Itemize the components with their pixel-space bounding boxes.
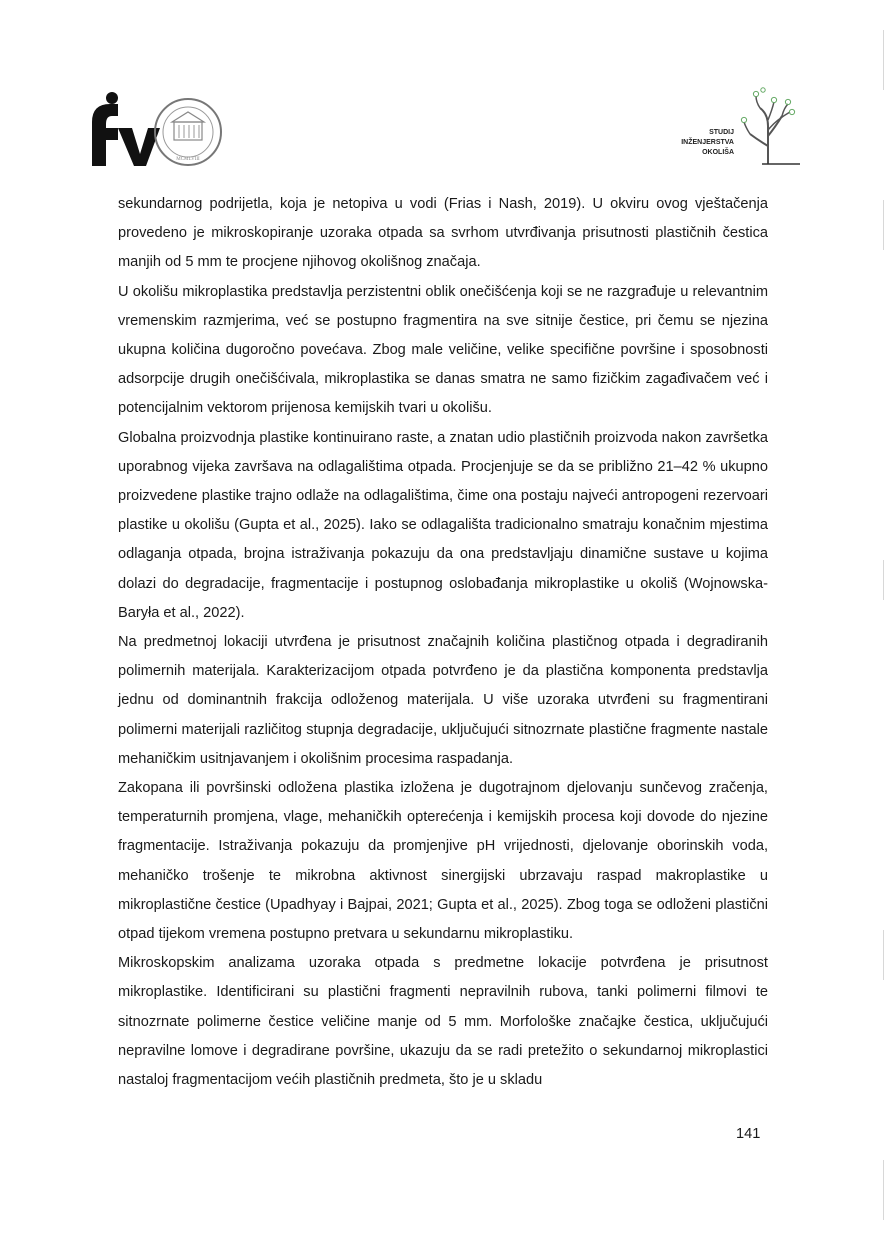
logo-line-3: OKOLIŠA (702, 149, 734, 156)
paragraph: sekundarnog podrijetla, koja je netopiva u vodi (Frias i Nash, 2019). U okviru ovog vještačenja provedeno je mikroskopiranje uzoraka otpada sa svrhom utvrđivanja prisutnosti plastičnih čestica manjih od 5 mm te procjene njihovog okolišnog značaja. (118, 196, 768, 271)
paragraph: Na predmetnoj lokaciji utvrđena je prisutnost značajnih količina plastičnog otpada i degradiranih polimernih materijala. Karakterizacijom otpada potvrđeno je da plastična komponenta predstavlja jednu od dominantnih frakcija odloženog materijala. U više uzoraka utvrđeni su fragmentirani polimerni materijali različitog stupnja degradacije, uključujući sitnozrnate plastične fragmente nastale mehaničkim usitnjavanjem i okolišnim procesima raspadanja. (118, 634, 768, 767)
scan-edge-mark (883, 930, 884, 980)
paragraph: Mikroskopskim analizama uzoraka otpada s predmetne lokacije potvrđena je prisutnost mikroplastike. Identificirani su plastični fragmenti nepravilnih rubova, tanki polimerni filmovi te sitnozrnate polimerne čestice veličine manje od 5 mm. Morfološke značajke čestica, uključujući nepravilne lomove i degradirane površine, ukazuju da se radi pretežito o sekundarnoj mikroplastici nastaloj fragmentacijom većih plastičnih predmeta, što je u skladu (118, 955, 768, 1089)
study-programme-logo (664, 86, 804, 166)
svg-text:MCMLVIII: MCMLVIII (176, 157, 200, 162)
logo-line-1: STUDIJ (709, 129, 734, 136)
paragraph: Zakopana ili površinski odložena plastika izložena je dugotrajnom djelovanju sunčevog zračenja, temperaturnih promjena, vlage, mehaničkih opterećenja i kemijskih procesa koji dovode do njezine fragmentacije. Istraživanja pokazuju da promjenjive pH vrijednosti, djelovanje oborinskih voda, mehaničko trošenje te mikrobna aktivnost sinergijski ubrzavaju raspad makroplastike u mikroplastične čestice (Upadhyay i Bajpai, 2021; Gupta et al., 2025). Zbog toga se odloženi plastični otpad tijekom vremena postupno pretvara u sekundarnu mikroplastiku. (118, 780, 768, 943)
body-text (118, 190, 768, 1095)
scan-edge-mark (883, 200, 884, 250)
faculty-logo (88, 92, 228, 170)
scan-edge-mark (883, 1160, 884, 1220)
logo-line-2: INŽENJERSTVA (681, 139, 734, 146)
scan-edge-mark (883, 560, 884, 600)
paragraph: U okolišu mikroplastika predstavlja perzistentni oblik onečišćenja koji se ne razgrađuje u relevantnim vremenskim razmjerima, već se postupno fragmentira na sve sitnije čestice, pri čemu se njezina ukupna količina dugoročno povećava. Zbog male veličine, velike specifične površine i sposobnosti adsorpcije drugih onečišćivala, mikroplastika se danas smatra ne samo fizičkim zagađivačem već i potencijalnim vektorom prijenosa kemijskih tvari u okolišu. (118, 283, 768, 417)
page-number: 141 (736, 1126, 761, 1142)
paragraph: Globalna proizvodnja plastike kontinuirano raste, a znatan udio plastičnih proizvoda nakon završetka uporabnog vijeka završava na odlagalištima otpada. Procjenjuje se da se približno 21–42 % ukupno proizvedene plastike trajno odlaže na odlagalištima, čime ona postaju najveći antropogeni rezervoari plastike u okolišu (Gupta et al., 2025). Iako se odlagališta tradicionalno smatraju konačnim mjestima odlaganja otpada, brojna istraživanja pokazuju da ona predstavljaju dinamične sustave u kojima dolazi do degradacije, fragmentacije i postupnog oslobađanja mikroplastike u okoliš (Wojnowska-Baryła et al., 2022). (118, 429, 768, 621)
scan-edge-mark (883, 30, 884, 90)
